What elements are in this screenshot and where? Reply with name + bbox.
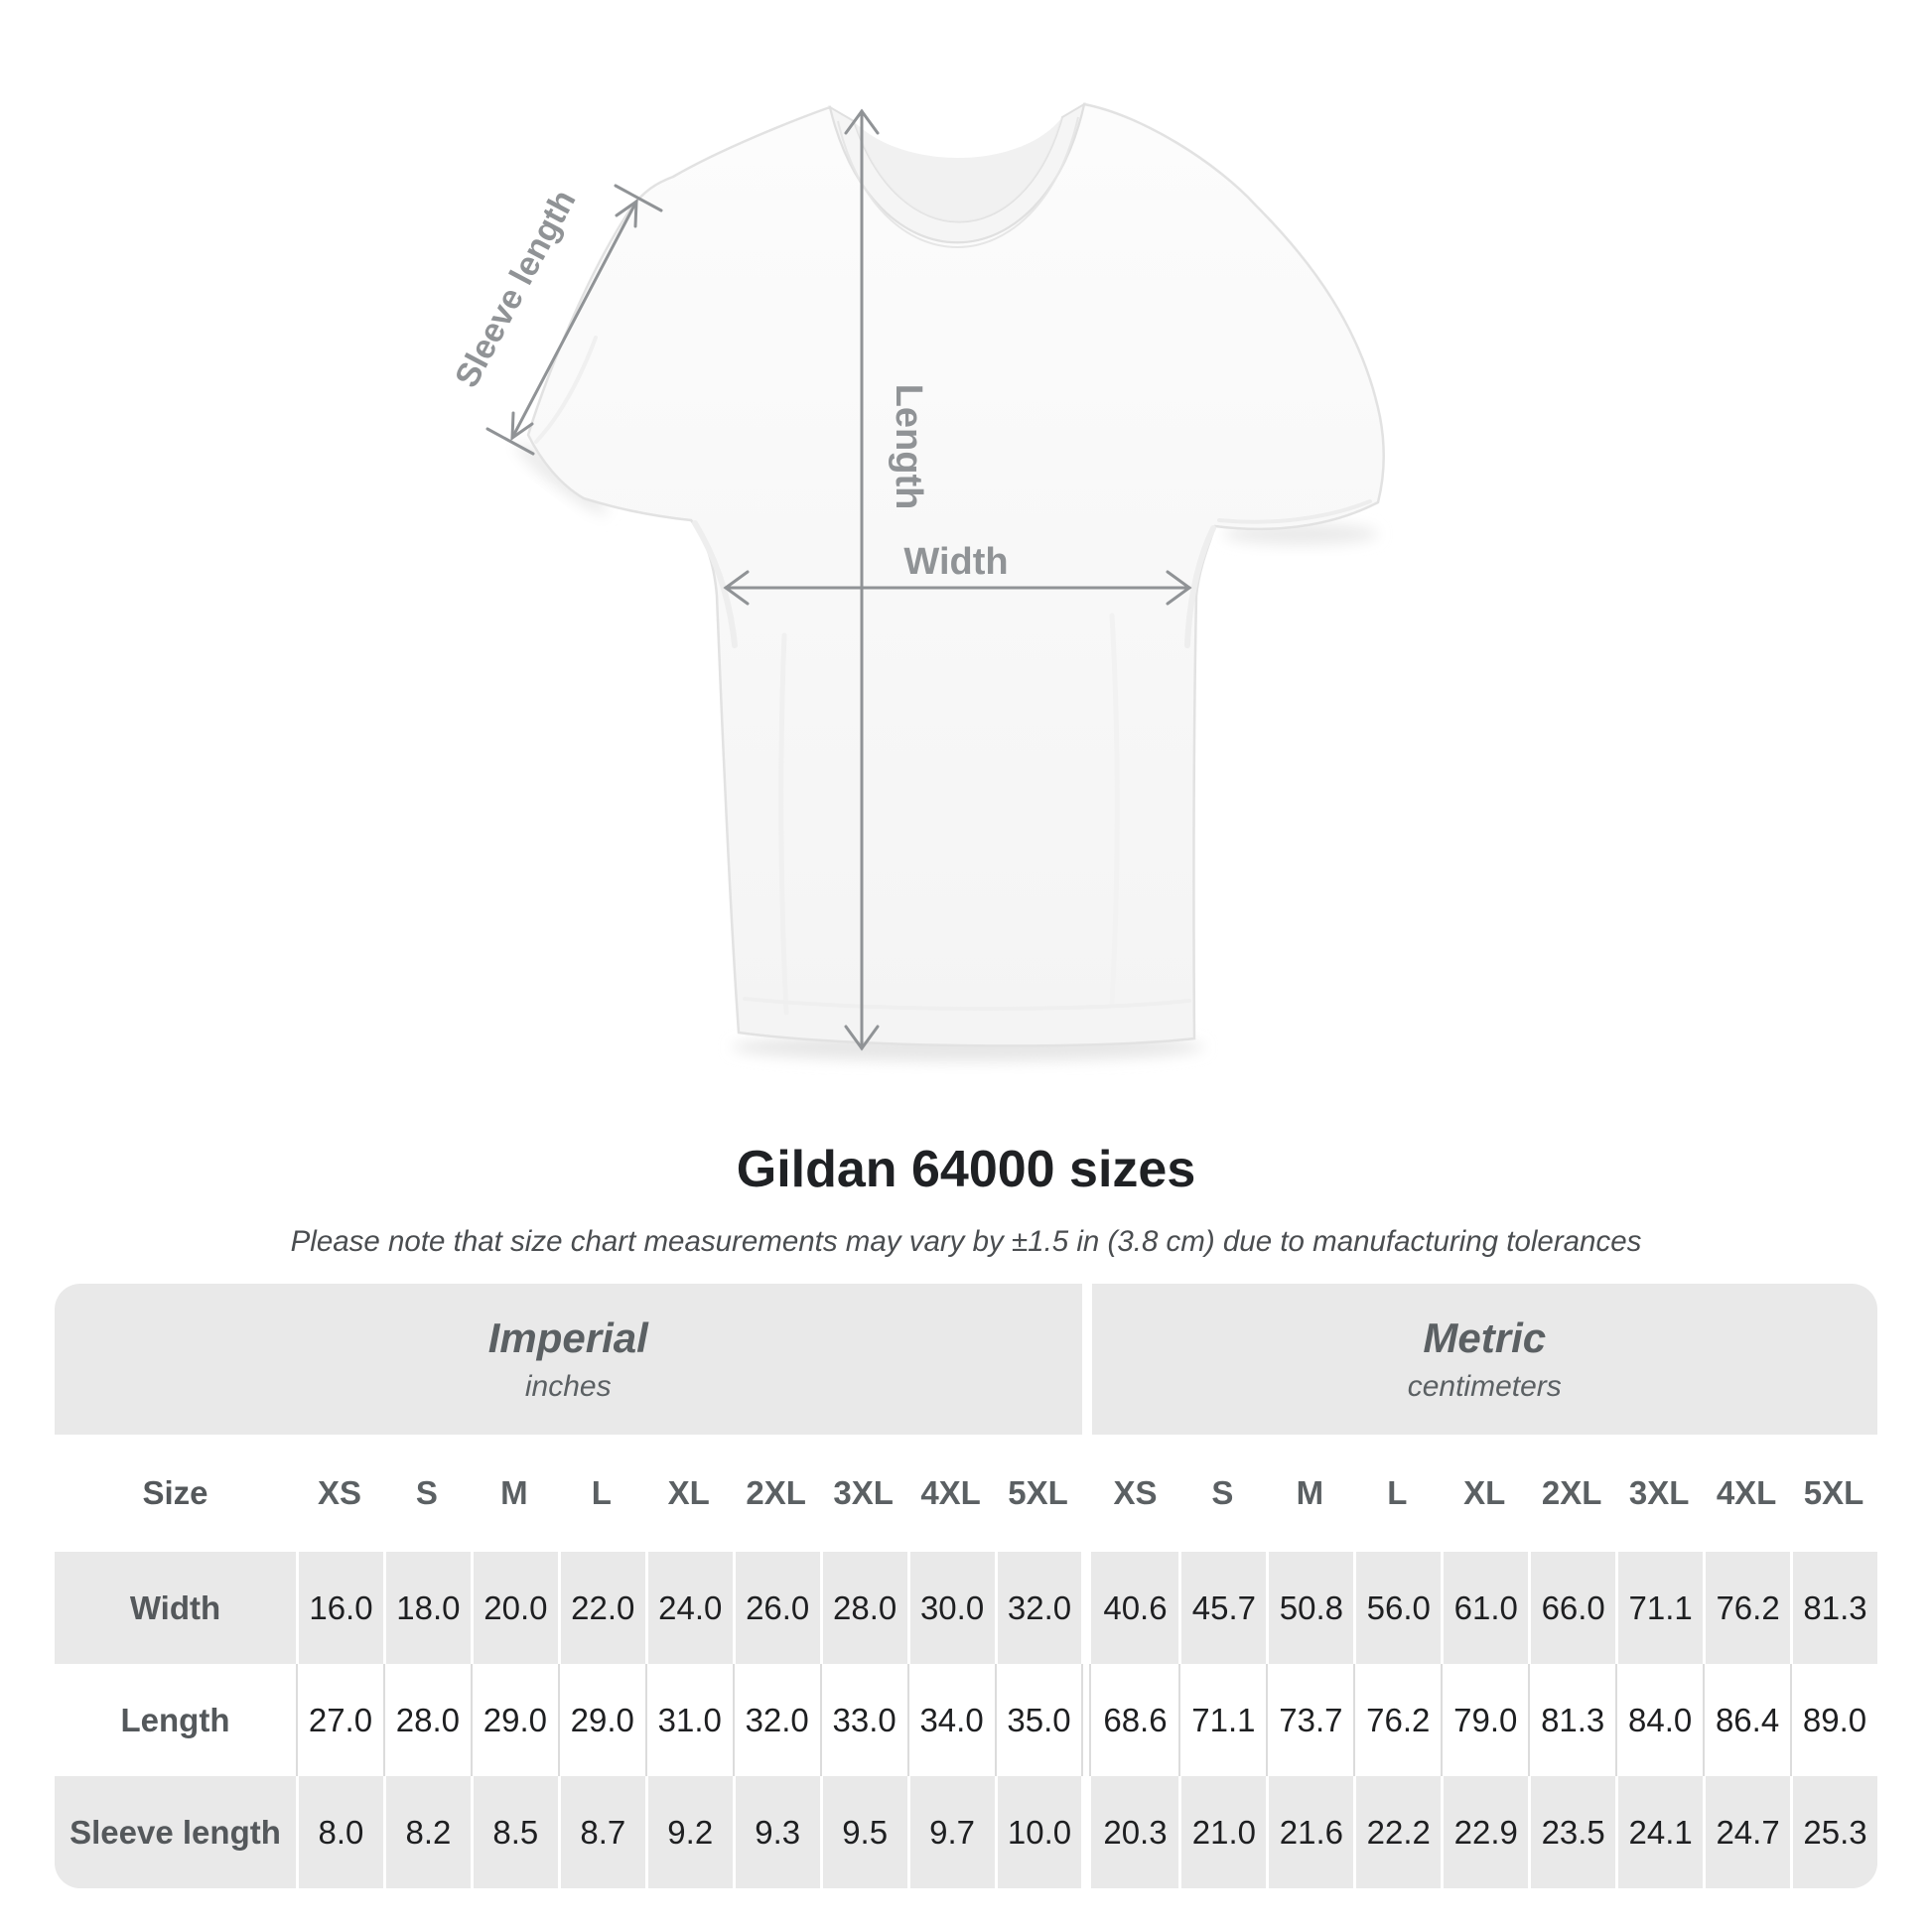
group-unit-inches: inches (524, 1370, 612, 1403)
sleeve-length-label: Sleeve length (448, 184, 584, 394)
cell-imperial: 28.0 (820, 1552, 907, 1664)
cell-imperial: 32.0 (733, 1664, 820, 1776)
cell-imperial: 9.7 (907, 1776, 995, 1888)
size-col-header-imperial-2xl: 2XL (746, 1474, 806, 1511)
cell-imperial: 9.2 (645, 1776, 733, 1888)
cell-metric: 76.2 (1703, 1552, 1790, 1664)
size-col-header-imperial-xl: XL (667, 1474, 710, 1511)
size-col-header-imperial-5xl: 5XL (1008, 1474, 1068, 1511)
cell-metric: 22.9 (1441, 1776, 1528, 1888)
group-divider (1081, 1664, 1091, 1776)
cell-metric: 79.0 (1441, 1664, 1528, 1776)
cell-imperial: 33.0 (820, 1664, 907, 1776)
group-header-imperial (55, 1284, 1082, 1435)
group-divider (1082, 1284, 1092, 1435)
size-col-header-metric-l: L (1387, 1474, 1408, 1511)
table-row-sleeve-length (55, 1776, 1877, 1888)
size-col-header-metric-3xl: 3XL (1628, 1474, 1690, 1511)
size-col-header-metric-2xl: 2XL (1541, 1474, 1602, 1511)
page-subtitle: Please note that size chart measurements may vary by ±1.5 in (3.8 cm) due to manufacturing tolerances (290, 1225, 1642, 1258)
cell-imperial: 9.3 (733, 1776, 820, 1888)
cell-imperial: 29.0 (558, 1664, 645, 1776)
size-col-header-imperial-xs: XS (317, 1474, 361, 1511)
cell-metric: 81.3 (1790, 1552, 1877, 1664)
cell-metric: 25.3 (1790, 1776, 1877, 1888)
cell-metric: 24.7 (1703, 1776, 1790, 1888)
cell-imperial: 20.0 (471, 1552, 558, 1664)
size-table (55, 1284, 1877, 1888)
size-col-header-imperial-m: M (500, 1474, 528, 1511)
cell-imperial: 9.5 (820, 1776, 907, 1888)
cell-imperial: 32.0 (995, 1552, 1082, 1664)
cell-metric: 21.6 (1266, 1776, 1353, 1888)
cell-imperial: 22.0 (558, 1552, 645, 1664)
group-header-metric (1092, 1284, 1878, 1435)
length-label: Length (888, 383, 929, 510)
cell-imperial: 30.0 (907, 1552, 995, 1664)
row-label: Length (120, 1701, 230, 1738)
cell-metric: 61.0 (1441, 1552, 1528, 1664)
cell-metric: 73.7 (1266, 1664, 1353, 1776)
table-group-header-row (55, 1284, 1877, 1435)
cell-imperial: 34.0 (907, 1664, 995, 1776)
cell-metric: 50.8 (1266, 1552, 1353, 1664)
page-title: Gildan 64000 sizes (736, 1141, 1196, 1198)
cell-metric: 22.2 (1353, 1776, 1441, 1888)
cell-metric: 21.0 (1178, 1776, 1266, 1888)
cell-imperial: 27.0 (296, 1664, 383, 1776)
cell-imperial: 28.0 (383, 1664, 471, 1776)
size-col-header-metric-5xl: 5XL (1803, 1474, 1864, 1511)
cell-imperial: 8.2 (383, 1776, 471, 1888)
cell-imperial: 18.0 (383, 1552, 471, 1664)
cell-metric: 23.5 (1528, 1776, 1615, 1888)
cell-metric: 71.1 (1178, 1664, 1266, 1776)
cell-metric: 20.3 (1103, 1813, 1168, 1851)
cell-imperial: 35.0 (995, 1664, 1082, 1776)
group-unit-centimeters: centimeters (1407, 1370, 1562, 1403)
size-col-header-metric-s: S (1211, 1474, 1234, 1511)
size-col-header-imperial-3xl: 3XL (833, 1474, 894, 1511)
group-divider (1081, 1552, 1091, 1664)
size-col-header-metric-xl: XL (1463, 1474, 1506, 1511)
cell-metric: 45.7 (1178, 1552, 1266, 1664)
cell-metric: 56.0 (1353, 1552, 1441, 1664)
cell-imperial: 26.0 (733, 1552, 820, 1664)
cell-metric: 84.0 (1615, 1664, 1703, 1776)
group-name-imperial: Imperial (487, 1314, 648, 1361)
group-name-metric: Metric (1423, 1314, 1547, 1361)
size-column-header: Size (142, 1474, 208, 1511)
size-col-header-imperial-s: S (415, 1474, 438, 1511)
cell-imperial: 31.0 (645, 1664, 733, 1776)
width-label: Width (903, 541, 1009, 583)
cell-metric: 76.2 (1353, 1664, 1441, 1776)
table-row-length (55, 1664, 1877, 1776)
group-divider (1081, 1776, 1091, 1888)
cell-metric: 66.0 (1528, 1552, 1615, 1664)
group-divider (1081, 1435, 1091, 1552)
cell-metric: 68.6 (1103, 1701, 1168, 1738)
cell-imperial: 8.0 (296, 1776, 383, 1888)
cell-imperial: 8.7 (558, 1776, 645, 1888)
row-label: Width (129, 1588, 221, 1626)
cell-metric: 81.3 (1528, 1664, 1615, 1776)
table-row-width (55, 1552, 1877, 1664)
size-col-header-metric-xs: XS (1113, 1474, 1158, 1511)
cell-imperial: 10.0 (995, 1776, 1082, 1888)
cell-imperial: 29.0 (471, 1664, 558, 1776)
size-col-header-imperial-l: L (591, 1474, 612, 1511)
cell-metric: 86.4 (1703, 1664, 1790, 1776)
cell-imperial: 16.0 (296, 1552, 383, 1664)
row-label: Sleeve length (69, 1813, 281, 1851)
table-size-row (55, 1435, 1877, 1552)
cell-imperial: 8.5 (471, 1776, 558, 1888)
cell-metric: 71.1 (1615, 1552, 1703, 1664)
cell-metric: 24.1 (1615, 1776, 1703, 1888)
size-col-header-metric-4xl: 4XL (1716, 1474, 1777, 1511)
cell-metric: 40.6 (1103, 1588, 1168, 1626)
size-col-header-metric-m: M (1296, 1474, 1324, 1511)
cell-imperial: 24.0 (645, 1552, 733, 1664)
size-col-header-imperial-4xl: 4XL (920, 1474, 981, 1511)
cell-metric: 89.0 (1790, 1664, 1877, 1776)
